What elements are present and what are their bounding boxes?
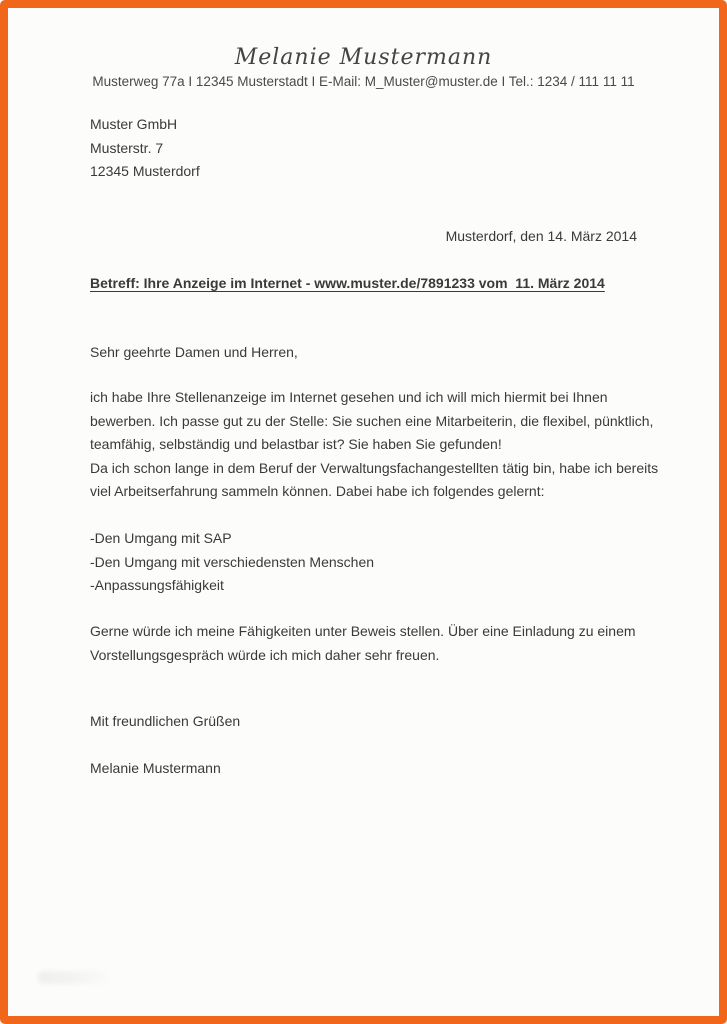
body-line: ich habe Ihre Stellenanzeige im Internet gesehen und ich will mich hiermit bei Ihnen [90,389,608,405]
date-line: Musterdorf, den 14. März 2014 [445,228,637,244]
sender-name: Melanie Mustermann [234,45,493,70]
recipient-address [90,113,200,184]
body-line: Da ich schon lange in dem Beruf der Verwaltungsfachangestellten tätig bin, habe ich bereits [90,459,659,476]
body-line: Vorstellungsgespräch würde ich mich daher sehr freuen. [90,646,440,663]
recipient-company: Muster GmbH [90,116,178,132]
subject-line: Betreff: Ihre Anzeige im Internet - www.muster.de/7891233 vom 11. März 2014 [90,275,605,291]
body-line: viel Arbeitserfahrung sammeln können. Dabei habe ich folgendes gelernt: [90,483,545,499]
sender-contact-line: Musterweg 77a I 12345 Musterstadt I E-Mail: M_Muster@muster.de I Tel.: 1234 / 111 11 11 [92,74,635,89]
closing: Mit freundlichen Grüßen [90,713,241,729]
skills-item: -Anpassungsfähigkeit [90,577,224,593]
body-paragraph-2 [90,620,660,667]
recipient-street: Musterstr. 7 [90,139,164,156]
watermark [38,971,108,984]
skills-list [90,527,660,598]
signature-name: Melanie Mustermann [90,760,221,776]
body-line: teamfähig, selbständig und belastbar ist? Sie haben Sie gefunden! [90,436,502,452]
recipient-city: 12345 Musterdorf [90,163,200,179]
body-paragraph-1 [90,386,660,504]
skills-item: -Den Umgang mit SAP [90,530,232,546]
salutation: Sehr geehrte Damen und Herren, [90,344,298,360]
body-line: Gerne würde ich meine Fähigkeiten unter Beweis stellen. Über eine Einladung zu einem [90,623,636,639]
skills-item: -Den Umgang mit verschiedensten Menschen [90,553,375,570]
body-line: bewerben. Ich passe gut zu der Stelle: Sie suchen eine Mitarbeiterin, die flexibel, pünktlich, [90,412,654,429]
